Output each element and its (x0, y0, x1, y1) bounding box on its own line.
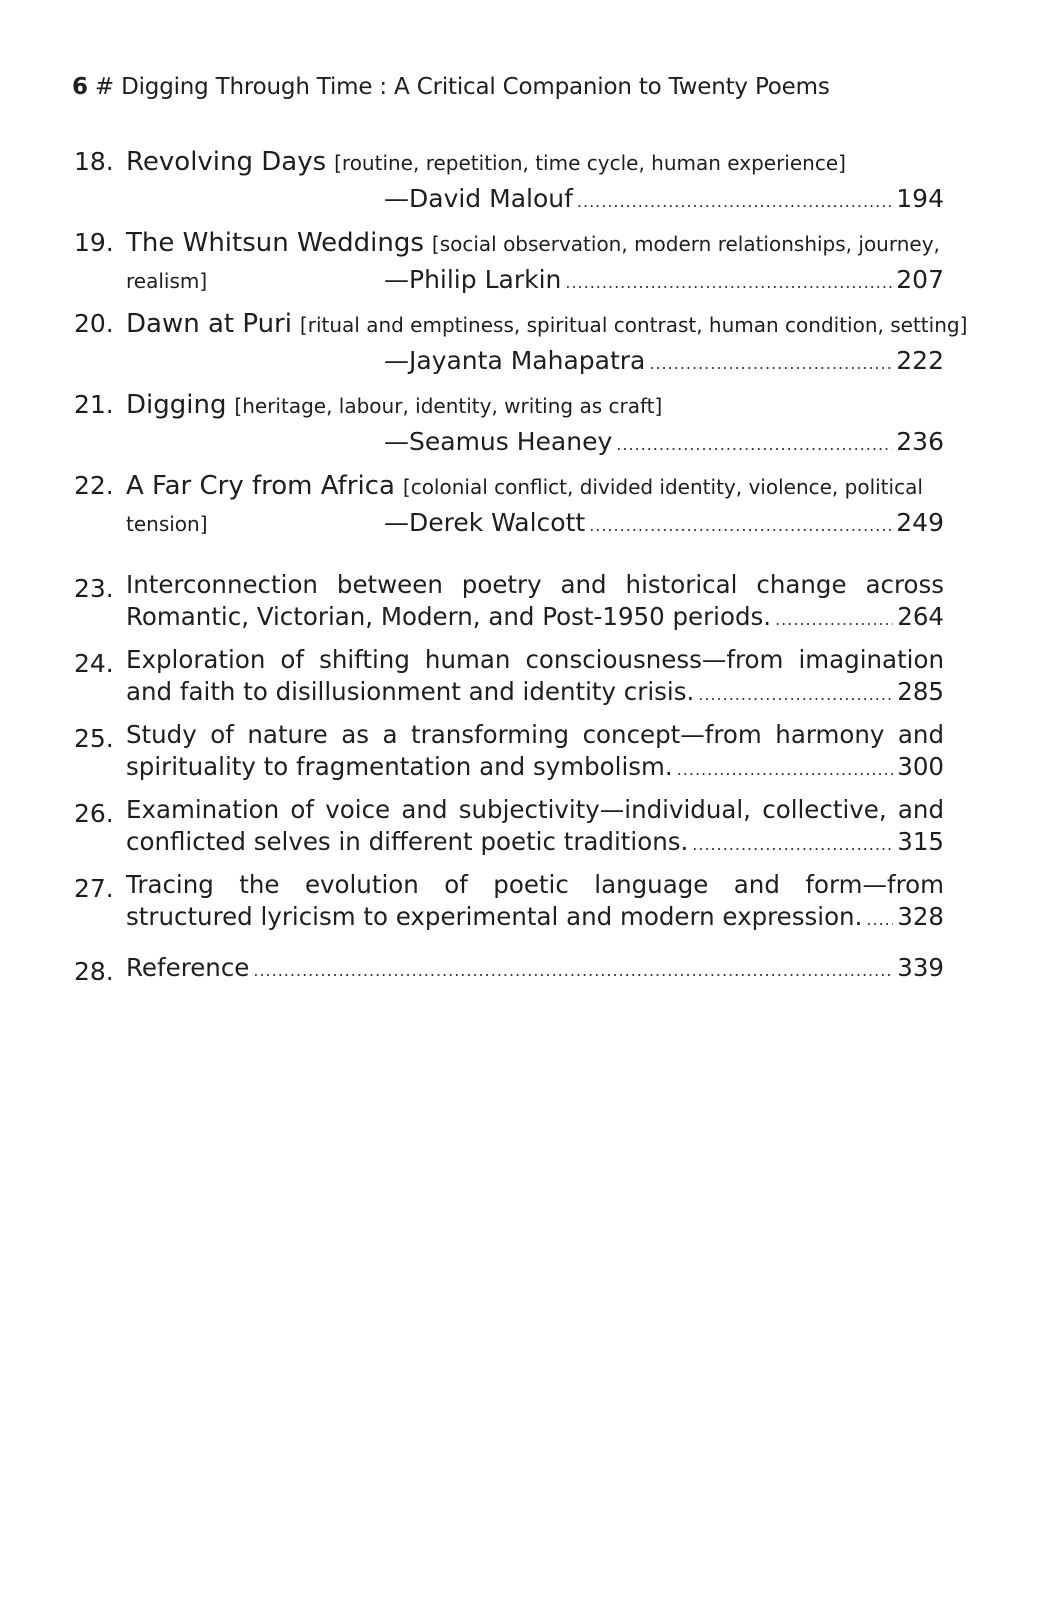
toc-entry-24 (74, 644, 944, 711)
page-number: 207 (896, 265, 944, 294)
toc-entry-28 (74, 944, 944, 987)
poet-name: —Philip Larkin (384, 265, 562, 294)
dot-leader (253, 955, 893, 987)
poet-name: —Derek Walcott (384, 508, 586, 537)
theme-tags: [ritual and emptiness, spiritual contrast, human condition, setting] (299, 313, 968, 337)
dot-leader (775, 604, 893, 636)
study-description (126, 869, 944, 936)
poem-title: Revolving Days (126, 147, 327, 177)
dot-leader (616, 429, 892, 461)
page-number: 315 (897, 827, 944, 856)
description-line-2: and faith to disillusionment and identity crisis. (126, 677, 695, 706)
entry-number: 20. (74, 309, 114, 338)
poem-title: A Far Cry from Africa (126, 471, 395, 501)
toc-entry-18 (74, 142, 944, 215)
study-description (126, 719, 944, 786)
theme-tags: [social observation, modern relationships, journey, (431, 232, 940, 256)
page-number: 285 (897, 677, 944, 706)
description-line-1: Study of nature as a transforming concept—from harmony and (126, 720, 944, 749)
toc-entry-20 (74, 304, 968, 377)
theme-tags: [routine, repetition, time cycle, human experience] (334, 151, 846, 175)
entry-number: 19. (74, 228, 114, 257)
tags-continuation: tension] (126, 512, 208, 536)
page-number: 222 (896, 346, 944, 375)
poet-name: —David Malouf (384, 184, 573, 213)
entry-number: 23. (74, 574, 114, 603)
toc-entry-25 (74, 719, 944, 786)
poem-title: Digging (126, 390, 227, 420)
poet-name: —Jayanta Mahapatra (384, 346, 646, 375)
page-number: 236 (896, 427, 944, 456)
description-line-1: Examination of voice and subjectivity—individual, collective, and (126, 795, 944, 824)
header-book-title: Digging Through Time : A Critical Companion to Twenty Poems (121, 74, 830, 100)
table-of-contents (74, 142, 968, 995)
toc-entry-26 (74, 794, 944, 861)
poet-name: —Seamus Heaney (384, 427, 613, 456)
entry-number: 26. (74, 799, 114, 828)
toc-entry-19 (74, 223, 944, 296)
page-number: 339 (897, 953, 944, 982)
dot-leader (577, 186, 892, 218)
toc-entry-21 (74, 385, 944, 458)
poem-title: Dawn at Puri (126, 309, 292, 339)
entry-number: 21. (74, 390, 114, 419)
page-number: 264 (897, 602, 944, 631)
entry-number: 22. (74, 471, 114, 500)
dot-leader (565, 267, 892, 299)
entry-number: 27. (74, 874, 114, 903)
description-line-2: structured lyricism to experimental and modern expression. (126, 902, 863, 931)
description-line-1: Interconnection between poetry and historical change across (126, 570, 944, 599)
dot-leader (589, 510, 892, 542)
study-description (126, 569, 944, 636)
running-head (72, 74, 830, 100)
study-description (126, 644, 944, 711)
page-number: 249 (896, 508, 944, 537)
header-separator: # (87, 74, 122, 100)
description-line-1: Tracing the evolution of poetic language and form—from (126, 870, 944, 899)
reference-label: Reference (126, 953, 250, 982)
page-number: 300 (897, 752, 944, 781)
entry-number: 25. (74, 724, 114, 753)
toc-entry-22 (74, 466, 944, 539)
description-line-2: Romantic, Victorian, Modern, and Post-1950 periods. (126, 602, 772, 631)
dot-leader (866, 904, 893, 936)
dot-leader (677, 754, 894, 786)
header-page-number: 6 (72, 74, 88, 100)
entry-number: 18. (74, 147, 114, 176)
study-description (126, 794, 944, 861)
theme-tags: [colonial conflict, divided identity, violence, political (402, 475, 923, 499)
entry-number: 24. (74, 649, 114, 678)
page-number: 194 (896, 184, 944, 213)
dot-leader (649, 348, 892, 380)
entry-number: 28. (74, 957, 114, 986)
description-line-1: Exploration of shifting human consciousness—from imagination (126, 645, 944, 674)
theme-tags: [heritage, labour, identity, writing as craft] (234, 394, 663, 418)
toc-entry-23 (74, 569, 944, 636)
dot-leader (698, 679, 893, 711)
page-number: 328 (897, 902, 944, 931)
toc-entry-27 (74, 869, 944, 936)
dot-leader (692, 829, 893, 861)
description-line-2: conflicted selves in different poetic traditions. (126, 827, 689, 856)
poem-title: The Whitsun Weddings (126, 228, 424, 258)
description-line-2: spirituality to fragmentation and symbolism. (126, 752, 673, 781)
tags-continuation: realism] (126, 269, 208, 293)
